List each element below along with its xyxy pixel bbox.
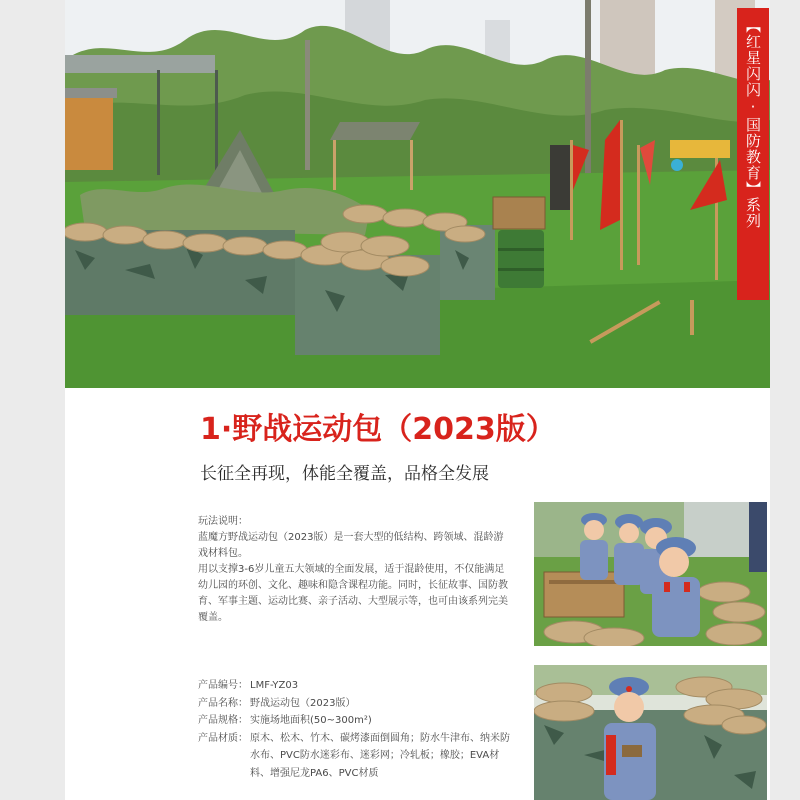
description-paragraph: 用以支撑3-6岁儿童五大领域的全面发展，适于混龄使用，不仅能满足幼儿园的环创、文化、趣味和隐含课程功能。同时，长征故事、国防教育、军事主题、运动比赛、亲子活动、大型展示等，也可由该系列完美覆盖。 (198, 564, 508, 623)
spec-label: 产品材质： (198, 732, 248, 744)
spec-value: 原木、松木、竹木、碳烤漆面倒圆角；防水牛津布、纳米防水布、PVC防水迷彩布、迷彩网；冷轧板；橡胶；EVA材料、增强尼龙PA6、PVC材质 (250, 732, 510, 779)
spec-label: 产品规格： (198, 715, 248, 726)
catalog-page (65, 0, 770, 800)
series-side-tab (737, 8, 769, 300)
spec-label: 产品名称： (198, 697, 248, 709)
spec-list (198, 677, 513, 782)
product-subtitle: 长征全再现，体能全覆盖，品格全发展 (200, 464, 489, 484)
spec-row-name (198, 695, 513, 713)
spec-value: 野战运动包（2023版） (250, 697, 356, 709)
product-title: 1·野战运动包（2023版） (200, 412, 556, 447)
spec-label: 产品编号： (198, 680, 248, 691)
spec-value: 实施场地面积(50~300m²) (250, 715, 372, 726)
spec-row-code (198, 677, 513, 695)
spec-row-size (198, 712, 513, 730)
description-heading: 玩法说明： (198, 516, 248, 527)
spec-value: LMF-YZ03 (250, 680, 299, 691)
spec-row-material (198, 730, 513, 783)
description-block (198, 514, 508, 626)
series-tab-label: 【红星闪闪·国防教育】系列 (744, 18, 762, 229)
description-paragraph: 蓝魔方野战运动包（2023版）是一套大型的低结构、跨领域、混龄游戏材料包。 (198, 532, 504, 559)
children-playing-photo (534, 502, 767, 646)
child-sandbags-photo (534, 665, 767, 800)
hero-field-camp-photo (65, 0, 770, 388)
